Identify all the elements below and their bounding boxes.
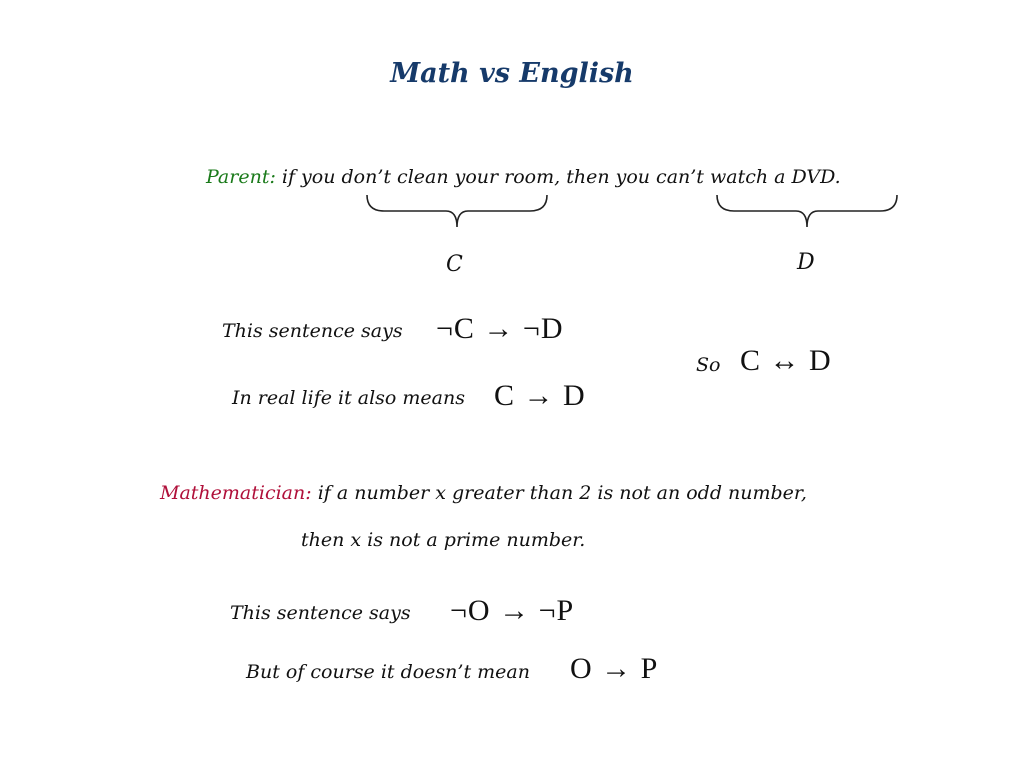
so-label: So	[696, 354, 721, 376]
parent-says-label: This sentence says	[222, 320, 403, 342]
real-life-formula: C → D	[494, 379, 586, 412]
mathematician-sentence-line1: if a number x greater than 2 is not an odd number,	[317, 482, 807, 504]
parent-says-formula: ¬C → ¬D	[436, 312, 564, 345]
real-life-label: In real life it also means	[232, 387, 465, 409]
parent-sentence: if you don’t clean your room, then you can’t watch a DVD.	[281, 166, 841, 188]
so-formula: C ↔ D	[740, 344, 832, 377]
mathematician-sentence-line2: then x is not a prime number.	[301, 529, 586, 551]
brace-right	[716, 194, 898, 230]
parent-label: Parent:	[206, 166, 276, 188]
mathematician-label: Mathematician:	[160, 482, 312, 504]
mathematician-statement	[160, 482, 807, 504]
brace-left	[366, 194, 548, 230]
doesnt-mean-formula: O → P	[570, 652, 659, 685]
variable-c-label: C	[446, 252, 463, 277]
mathematician-says-label: This sentence says	[230, 602, 411, 624]
parent-statement	[206, 166, 841, 188]
doesnt-mean-label: But of course it doesn’t mean	[246, 661, 530, 683]
slide-title: Math vs English	[390, 58, 634, 89]
variable-d-label: D	[797, 250, 815, 275]
mathematician-says-formula: ¬O → ¬P	[450, 594, 575, 627]
